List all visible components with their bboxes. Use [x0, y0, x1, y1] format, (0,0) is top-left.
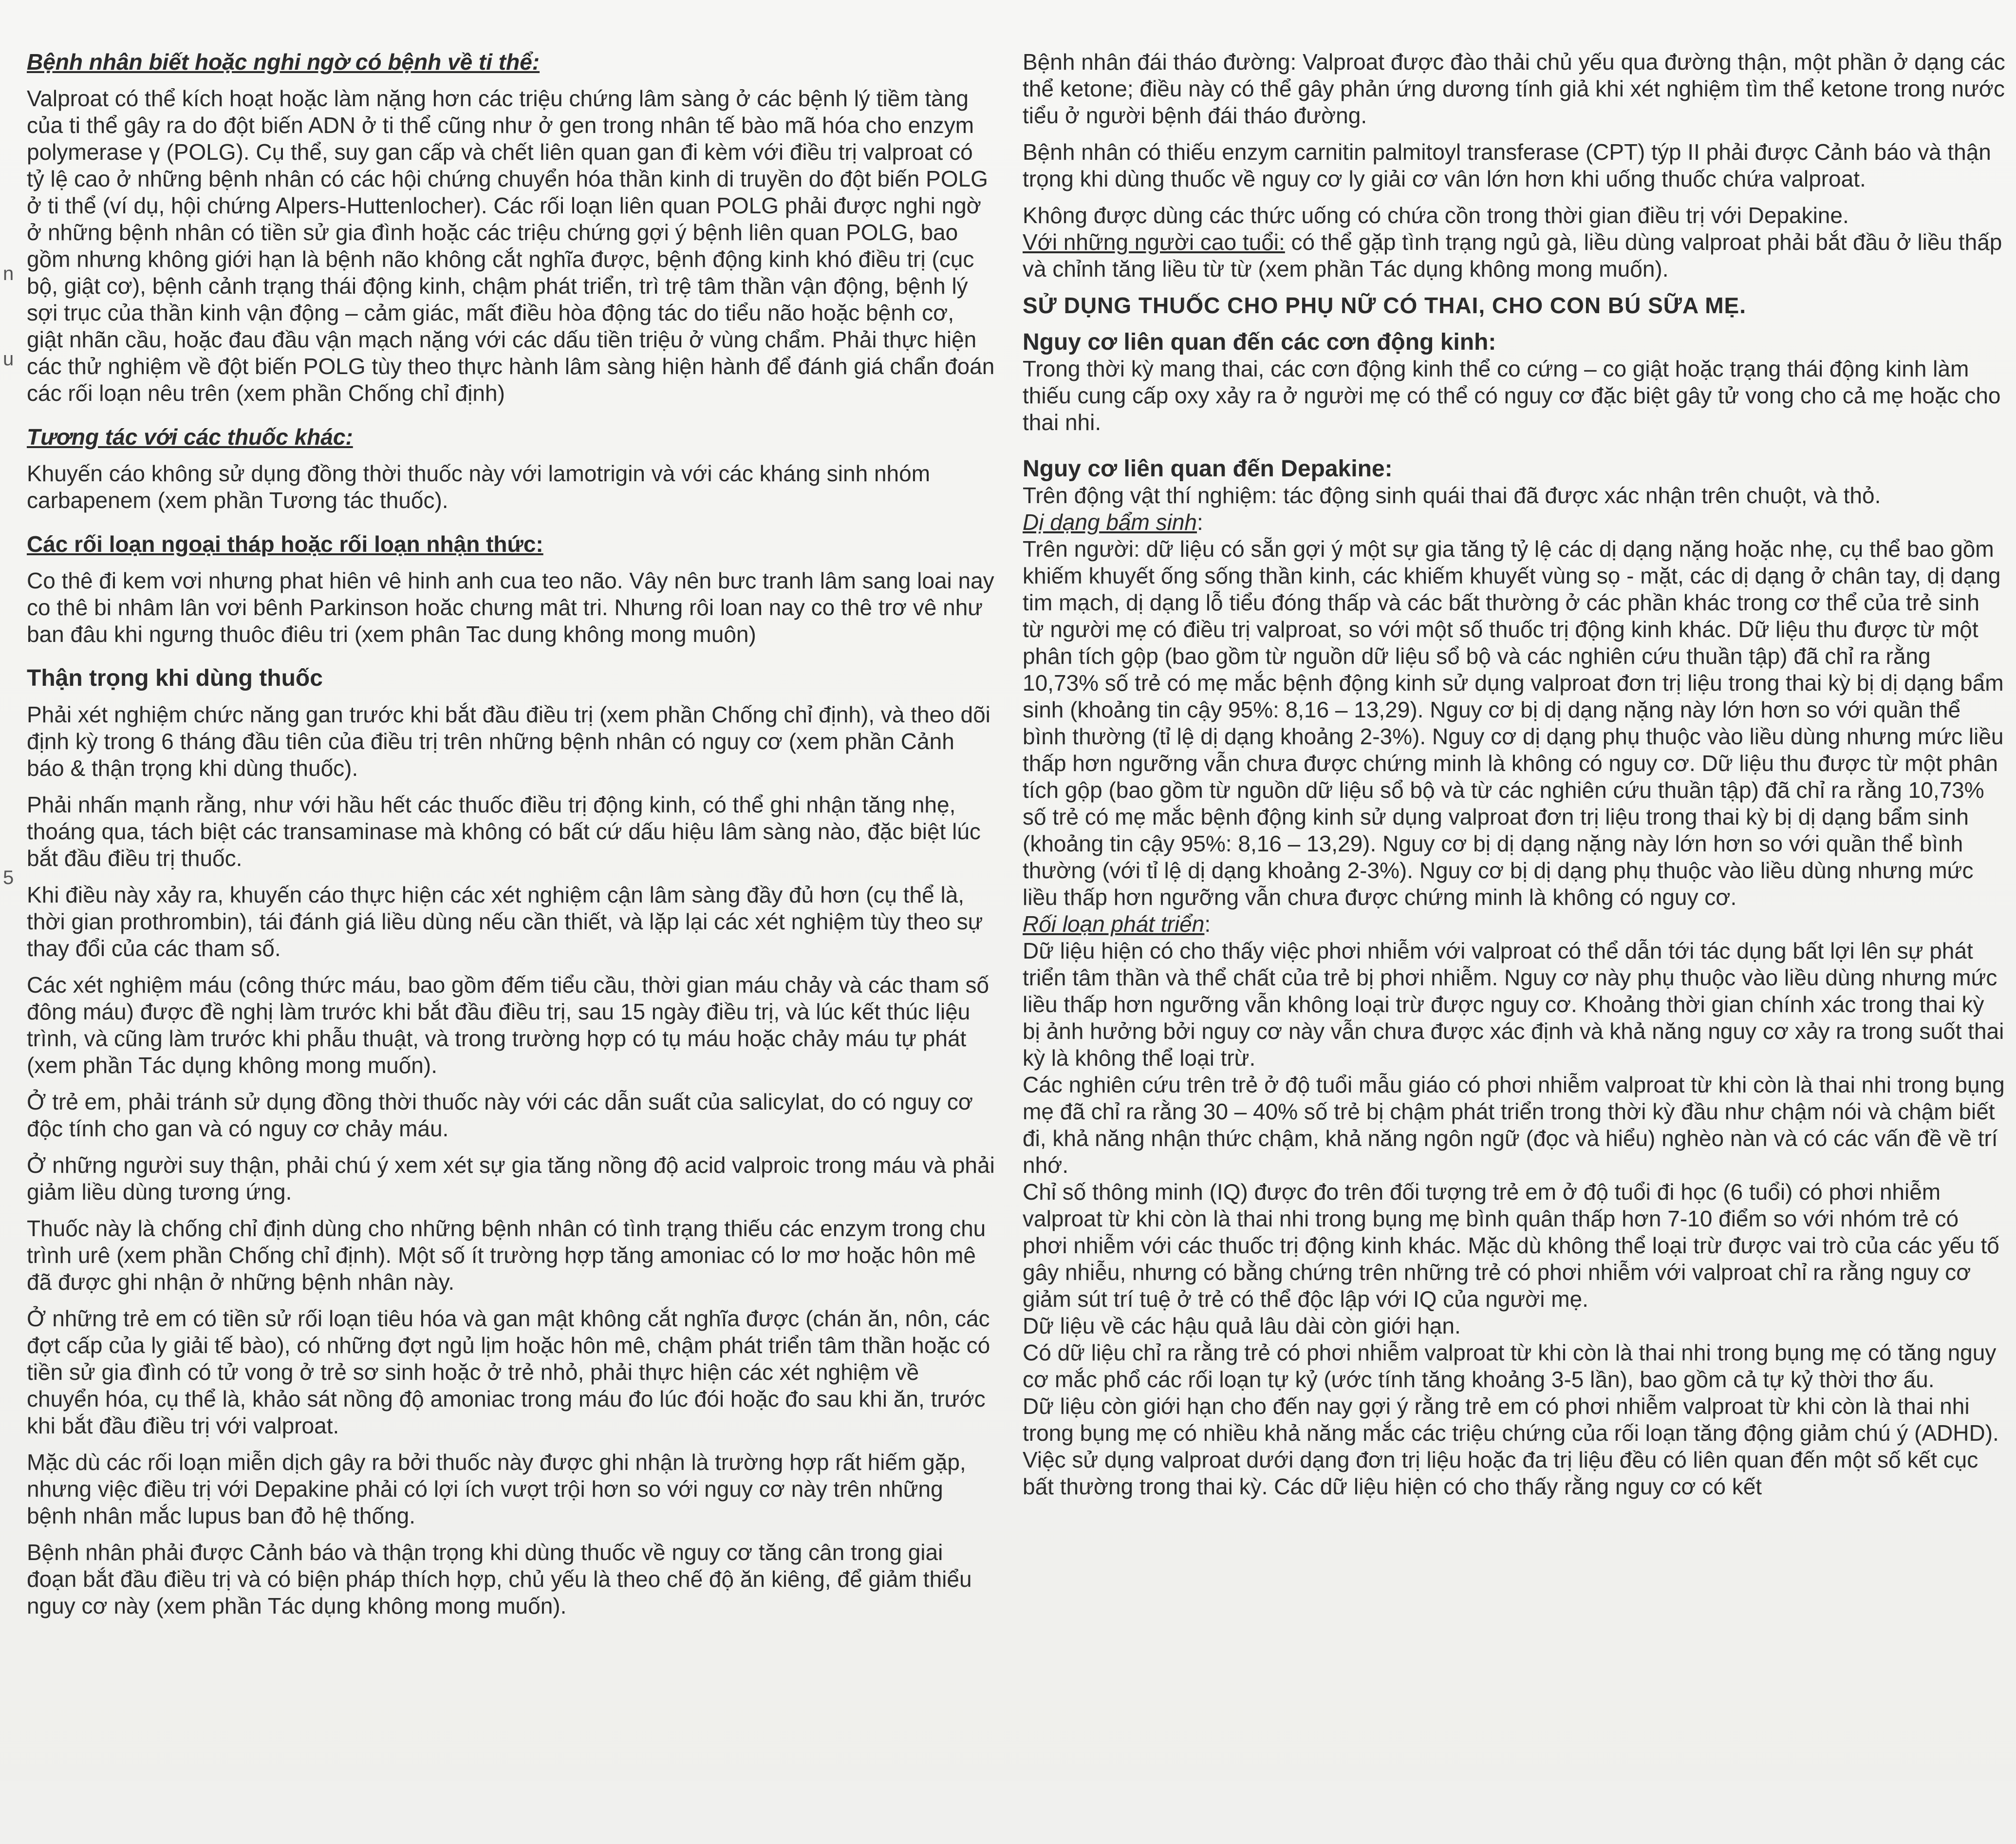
paragraph-drug-interactions: Khuyến cáo không sử dụng đồng thời thuốc này với lamotrigin và với các kháng sinh nhóm carbapenem (xem phần Tương tác thuốc). — [27, 461, 931, 513]
heading-mitochondrial: Bệnh nhân biết hoặc nghi ngờ có bệnh về ti thể: — [27, 49, 540, 75]
malformation-label: Dị dạng bẩm sinh — [1023, 509, 1197, 535]
paragraph-precaution: Phải nhấn mạnh rằng, như với hầu hết các thuốc điều trị động kinh, có thể ghi nhận tăng nhẹ, thoáng qua, tách biệt các transaminase mà không có bất cứ dấu hiệu lâm sàng nào, đặc biệt lúc bắt đầu điều trị thuốc. — [27, 792, 981, 871]
paragraph-cpt-deficiency: Bệnh nhân có thiếu enzym carnitin palmitoyl transferase (CPT) týp II phải được Cảnh báo và thận trọng khi dùng thuốc về nguy cơ ly giải cơ vân lớn hơn khi uống thuốc chứa valproat. — [1023, 139, 1991, 191]
paragraph-animal-studies: Trên động vật thí nghiệm: tác động sinh quái thai đã được xác nhận trên chuột, và thỏ. — [1023, 483, 1881, 508]
heading-precautions: Thận trọng khi dùng thuốc — [27, 665, 323, 691]
right-column — [1023, 49, 2006, 1500]
paragraph-alcohol: Không được dùng các thức uống có chứa cồn trong thời gian điều trị với Depakine. — [1023, 203, 1849, 228]
heading-seizure-risk: Nguy cơ liên quan đến các cơn động kinh: — [1023, 329, 1496, 355]
paragraph-precaution: Phải xét nghiệm chức năng gan trước khi bắt đầu điều trị (xem phần Chống chỉ định), và theo dõi định kỳ trong 6 tháng đầu tiên của điều trị trên những bệnh nhân có nguy cơ (xem phần Cảnh báo & thận trọng khi dùng thuốc). — [27, 702, 990, 781]
page-bottom-margin — [0, 1781, 2016, 1844]
paragraph-developmental: Có dữ liệu chỉ ra rằng trẻ có phơi nhiễm valproat từ khi còn là thai nhi trong bụng mẹ có tăng nguy cơ mắc phổ các rối loạn tự kỷ (ước tính tăng khoảng 3-5 lần), bao gồm cả tự kỷ thời thơ ấu. — [1023, 1340, 1997, 1392]
paragraph-precaution: Ở những người suy thận, phải chú ý xem xét sự gia tăng nồng độ acid valproic trong máu và phải giảm liều dùng tương ứng. — [27, 1152, 995, 1204]
left-column — [27, 49, 996, 1629]
paragraph-developmental: Các nghiên cứu trên trẻ ở độ tuổi mẫu giáo có phơi nhiễm valproat từ khi còn là thai nhi trong bụng mẹ đã chỉ ra rằng 30 – 40% số trẻ bị chậm phát triển trong thời kỳ đầu như chậm nói và chậm biết đi, khả năng nhận thức chậm, khả năng ngôn ngữ (đọc và hiểu) nghèo nàn và có các vấn đề về trí nhớ. — [1023, 1072, 2005, 1178]
paragraph-developmental: Dữ liệu còn giới hạn cho đến nay gợi ý rằng trẻ em có phơi nhiễm valproat từ khi còn là thai nhi trong bụng mẹ có nhiều khả năng mắc các triệu chứng của rối loạn tăng động giảm chú ý (ADHD). — [1023, 1393, 1999, 1446]
paragraph-precaution: Thuốc này là chống chỉ định dùng cho những bệnh nhân có tình trạng thiếu các enzym trong chu trình urê (xem phần Chống chỉ định). Một số ít trường hợp tăng amoniac có lơ mơ hoặc hôn mê đã được ghi nhận ở những bệnh nhân này. — [27, 1216, 986, 1295]
paragraph-mitochondrial: Valproat có thể kích hoạt hoặc làm nặng hơn các triệu chứng lâm sàng ở các bệnh lý tiềm tàng của ti thể gây ra do đột biến ADN ở ti thể cũng như ở gen trong nhân tế bào mã hóa cho enzym polymerase γ (POLG). Cụ thể, suy gan cấp và chết liên quan gan đi kèm với điều trị valproat có tỷ lệ cao ở những bệnh nhân có các hội chứng chuyển hóa thần kinh di truyền do đột biến POLG ở ti thể (ví dụ, hội chứng Alpers-Huttenlocher). Các rối loạn liên quan POLG phải được nghi ngờ ở những bệnh nhân có tiền sử gia đình hoặc các triệu chứng gợi ý bệnh liên quan POLG, bao gồm nhưng không giới hạn là bệnh não không cắt nghĩa được, bệnh động kinh khó điều trị (cục bộ, giật cơ), bệnh cảnh trạng thái động kinh, chậm phát triển, trì trệ tâm thần vận động, bệnh lý sợi trục của thần kinh vận động – cảm giác, mất điều hòa động tác do tiểu não hoặc bệnh cơ, giật nhãn cầu, hoặc đau đầu vận mạch nặng với các dấu tiền triệu ở vùng chẩm. Phải thực hiện các thử nghiệm về đột biến POLG tùy theo thực hành lâm sàng hiện hành để đánh giá chẩn đoán các rối loạn nêu trên (xem phần Chống chỉ định) — [27, 86, 995, 406]
paragraph-precaution: Khi điều này xảy ra, khuyến cáo thực hiện các xét nghiệm cận lâm sàng đầy đủ hơn (cụ thể là, thời gian prothrombin), tái đánh giá liều dùng nếu cần thiết, và lặp lại các xét nghiệm tùy theo sự thay đổi của các tham số. — [27, 882, 983, 961]
paragraph-precaution: Ở trẻ em, phải tránh sử dụng đồng thời thuốc này với các dẫn suất của salicylat, do có nguy cơ độc tính cho gan và có nguy cơ chảy máu. — [27, 1089, 973, 1141]
elderly-text: có thể gặp tình trạng ngủ gà, liều dùng valproat phải bắt đầu ở liều thấp và chỉnh tăng liều từ từ (xem phần Tác dụng không mong muốn). — [1023, 229, 2002, 282]
heading-depakine-risk: Nguy cơ liên quan đến Depakine: — [1023, 456, 1393, 482]
developmental-colon: : — [1204, 911, 1211, 937]
edge-mark: u — [3, 348, 14, 370]
heading-drug-interactions: Tương tác với các thuốc khác: — [27, 424, 353, 450]
paragraph-elderly — [1023, 229, 2006, 282]
edge-mark: 5 — [3, 867, 14, 888]
paragraph-diabetes: Bệnh nhân đái tháo đường: Valproat được đào thải chủ yếu qua đường thận, một phần ở dạng các thể ketone; điều này có thể gây phản ứng dương tính giả khi xét nghiệm tìm thể ketone trong nước tiểu ở người bệnh đái tháo đường. — [1023, 49, 2005, 128]
heading-congenital-malformations — [1023, 509, 2006, 536]
paragraph-developmental: Việc sử dụng valproat dưới dạng đơn trị liệu hoặc đa trị liệu đều có liên quan đến một số kết cục bất thường trong thai kỳ. Các dữ liệu hiện có cho thấy rằng nguy cơ có kết — [1023, 1447, 1979, 1499]
heading-developmental-disorders — [1023, 911, 2006, 938]
paragraph-precaution: Các xét nghiệm máu (công thức máu, bao gồm đếm tiểu cầu, thời gian máu chảy và các tham số đông máu) được đề nghị làm trước khi bắt đầu điều trị, sau 15 ngày điều trị, và lúc kết thúc liệu trình, và cũng làm trước khi phẫu thuật, và trong trường hợp có tụ máu hoặc chảy máu tự phát (xem phần Tác dụng không mong muốn). — [27, 972, 989, 1078]
paragraph-extrapyramidal: Co thê đi kem vơi nhưng phat hiên vê hinh anh cua teo não. Vây nên bưc tranh lâm sang loai nay co thê bi nhâm lân vơi bênh Parkinson hoăc chưng mât tri. Nhưng rôi loan nay co thê trơ vê như ban đâu khi ngưng thuôc điêu tri (xem phân Tac dung không mong muôn) — [27, 568, 994, 647]
malformation-colon: : — [1196, 509, 1203, 535]
paragraph-precaution: Ở những trẻ em có tiền sử rối loạn tiêu hóa và gan mật không cắt nghĩa được (chán ăn, nôn, các đợt cấp của ly giải tế bào), có những đợt ngủ lịm hoặc hôn mê, chậm phát triển tâm thần hoặc có tiền sử gia đình có tử vong ở trẻ sơ sinh hoặc ở trẻ nhỏ, phải thực hiện các xét nghiệm về chuyển hóa, cụ thể là, khảo sát nồng độ amoniac trong máu đo lúc đói hoặc đo sau khi ăn, trước khi bắt đầu điều trị với valproat. — [27, 1306, 990, 1438]
paragraph-precaution: Mặc dù các rối loạn miễn dịch gây ra bởi thuốc này được ghi nhận là trường hợp rất hiếm gặp, nhưng việc điều trị với Depakine phải có lợi ích vượt trội hơn so với nguy cơ này trên những bệnh nhân mắc lupus ban đỏ hệ thống. — [27, 1449, 966, 1528]
heading-extrapyramidal: Các rối loạn ngoại tháp hoặc rối loạn nhận thức: — [27, 531, 543, 557]
paragraph-precaution: Bệnh nhân phải được Cảnh báo và thận trọng khi dùng thuốc về nguy cơ tăng cân trong giai đoạn bắt đầu điều trị và có biện pháp thích hợp, chủ yếu là theo chế độ ăn kiêng, để giảm thiểu nguy cơ này (xem phần Tác dụng không mong muốn). — [27, 1540, 972, 1618]
paragraph-developmental: Dữ liệu hiện có cho thấy việc phơi nhiễm với valproat có thể dẫn tới tác dụng bất lợi lên sự phát triển tâm thần và thể chất của trẻ bị phơi nhiễm. Nguy cơ này phụ thuộc vào liều dùng nhưng mức liều thấp hơn ngưỡng vẫn không loại trừ được nguy cơ. Khoảng thời gian chính xác trong thai kỳ bị ảnh hưởng bởi nguy cơ này vẫn chưa được xác định và khả năng nguy cơ xảy ra trong suốt thai kỳ là không thể loại trừ. — [1023, 938, 2004, 1071]
developmental-label: Rối loạn phát triển — [1023, 911, 1205, 937]
paragraph-developmental: Dữ liệu về các hậu quả lâu dài còn giới hạn. — [1023, 1313, 1461, 1338]
heading-pregnancy: SỬ DỤNG THUỐC CHO PHỤ NỮ CÓ THAI, CHO CON BÚ SỮA MẸ. — [1023, 293, 1747, 318]
elderly-label: Với những người cao tuổi: — [1023, 229, 1285, 255]
edge-mark: n — [3, 263, 14, 284]
paragraph-seizure-risk: Trong thời kỳ mang thai, các cơn động kinh thể co cứng – co giật hoặc trạng thái động kinh làm thiếu cung cấp oxy xảy ra ở người mẹ có thể có nguy cơ đặc biệt gây tử vong cho cả mẹ hoặc cho thai nhi. — [1023, 356, 2001, 435]
paragraph-developmental: Chỉ số thông minh (IQ) được đo trên đối tượng trẻ em ở độ tuổi đi học (6 tuổi) có phơi nhiễm valproat từ khi còn là thai nhi trong bụng mẹ bình quân thấp hơn 7-10 điểm so với nhóm trẻ có phơi nhiễm với các thuốc trị động kinh khác. Mặc dù không thể loại trừ được vai trò của các yếu tố gây nhiễu, nhưng có bằng chứng trên những trẻ có phơi nhiễm với valproat chỉ ra rằng nguy cơ giảm sút trí tuệ ở trẻ có thể độc lập với IQ của người mẹ. — [1023, 1179, 1999, 1312]
paragraph-congenital-malformations: Trên người: dữ liệu có sẵn gợi ý một sự gia tăng tỷ lệ các dị dạng nặng hoặc nhẹ, cụ thể bao gồm khiếm khuyết ống sống thần kinh, các khiếm khuyết vùng sọ - mặt, các dị dạng ở chân tay, dị dạng tim mạch, dị dạng lỗ tiểu đóng thấp và các bất thường ở các phần khác trong cơ thể của trẻ sinh từ người mẹ có điều trị valproat, so với một số thuốc trị động kinh khác. Dữ liệu thu được từ một phân tích gộp (bao gồm từ nguồn dữ liệu sổ bộ và các nghiên cứu thuần tập) đã chỉ ra rằng 10,73% số trẻ có mẹ mắc bệnh động kinh sử dụng valproat đơn trị liệu trong thai kỳ bị dị dạng bẩm sinh (khoảng tin cậy 95%: 8,16 – 13,29). Nguy cơ bị dị dạng nặng này lớn hơn so với quần thể bình thường (tỉ lệ dị dạng khoảng 2-3%). Nguy cơ dị dạng phụ thuộc vào liều dùng nhưng mức liều thấp hơn ngưỡng vẫn chưa được chứng minh là không có nguy cơ. Dữ liệu thu được từ một phân tích gộp (bao gồm từ nguồn dữ liệu sổ bộ và từ các nghiên cứu thuần tập) đã chỉ ra rằng 10,73% số trẻ có mẹ mắc bệnh động kinh sử dụng valproat đơn trị liệu trong thai kỳ bị dị dạng bẩm sinh (khoảng tin cậy 95%: 8,16 – 13,29). Nguy cơ bị dị dạng nặng này lớn hơn so với quần thể bình thường (với tỉ lệ dị dạng khoảng 2-3%). Nguy cơ bị dị dạng phụ thuộc vào liều dùng nhưng mức liều thấp hơn ngưỡng vẫn chưa được chứng minh là không có nguy cơ. — [1023, 536, 2004, 910]
